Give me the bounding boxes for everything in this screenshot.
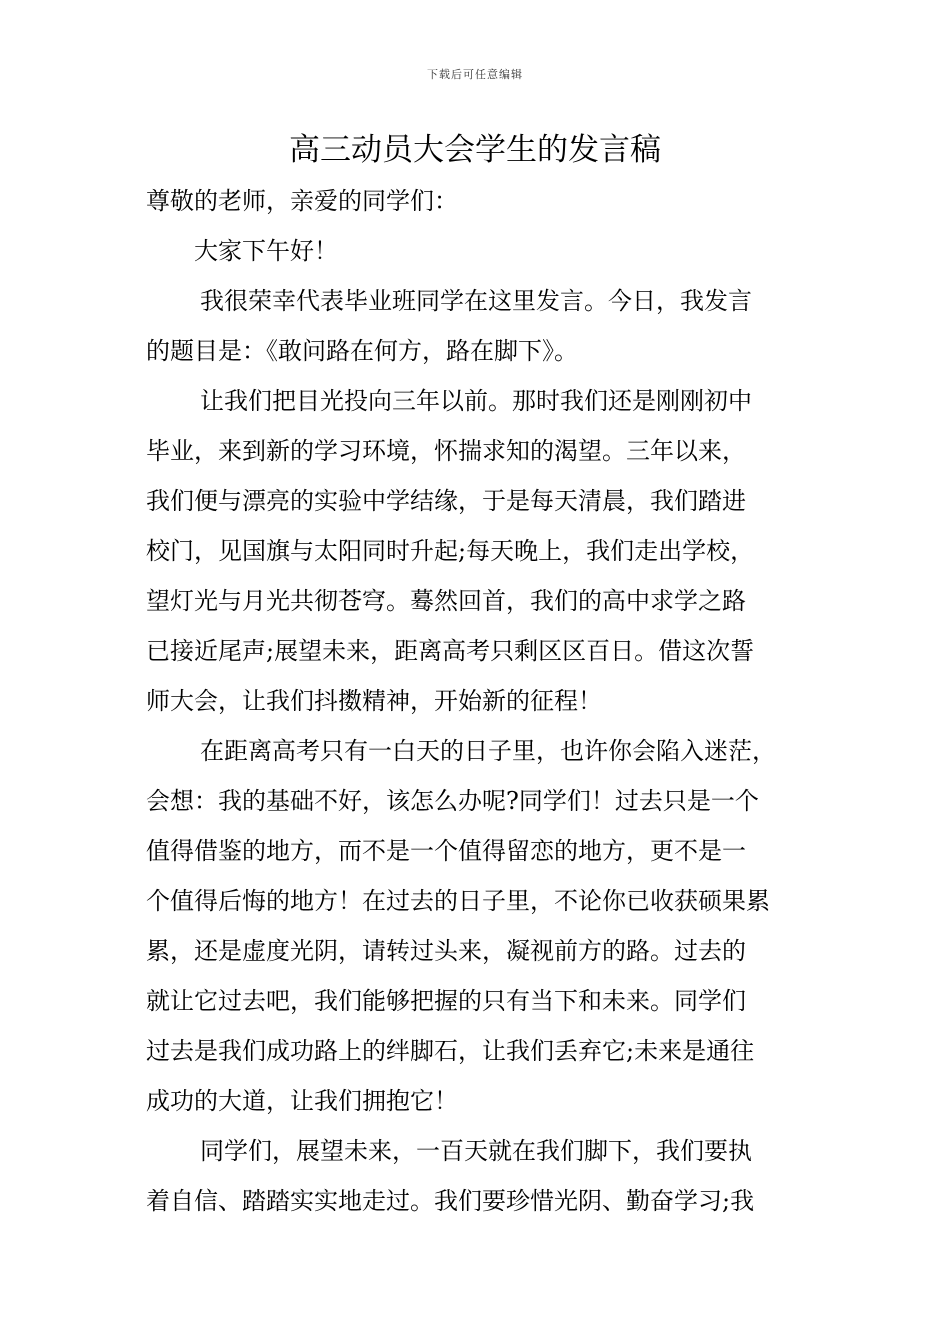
paragraph-line: 我很荣幸代表毕业班同学在这里发言。今日，我发言 <box>200 287 752 315</box>
paragraph-line: 过去是我们成功路上的绊脚石，让我们丢弃它;未来是通往 <box>146 1037 755 1065</box>
paragraph-line: 望灯光与月光共彻苍穹。蓦然回首，我们的高中求学之路 <box>146 587 746 615</box>
paragraph-line: 让我们把目光投向三年以前。那时我们还是刚刚初中 <box>200 387 752 415</box>
salutation-line: 尊敬的老师，亲爱的同学们： <box>146 187 458 215</box>
paragraph-line: 我们便与漂亮的实验中学结缘，于是每天清晨，我们踏进 <box>146 487 746 515</box>
paragraph-line: 同学们，展望未来，一百天就在我们脚下，我们要执 <box>200 1137 752 1165</box>
paragraph-line: 着自信、踏踏实实地走过。我们要珍惜光阴、勤奋学习;我 <box>146 1187 755 1215</box>
paragraph-line: 已接近尾声;展望未来，距离高考只剩区区百日。借这次誓 <box>146 637 755 665</box>
paragraph-line: 的题目是：《敢问路在何方，路在脚下》。 <box>146 337 578 365</box>
paragraph-line: 校门，见国旗与太阳同时升起;每天晚上，我们走出学校， <box>146 537 755 565</box>
greeting-line: 大家下午好！ <box>194 237 338 265</box>
header-note: 下载后可任意编辑 <box>427 68 523 81</box>
paragraph-line: 个值得后悔的地方！在过去的日子里，不论你已收获硕果累 <box>146 887 770 915</box>
paragraph-line: 会想：我的基础不好，该怎么办呢?同学们！过去只是一个 <box>146 787 759 815</box>
paragraph-line: 在距离高考只有一白天的日子里，也许你会陷入迷茫， <box>200 737 776 765</box>
paragraph-line: 成功的大道，让我们拥抱它！ <box>146 1087 458 1115</box>
paragraph-line: 师大会，让我们抖擞精神，开始新的征程！ <box>146 687 602 715</box>
document-title: 高三动员大会学生的发言稿 <box>289 132 661 168</box>
paragraph-line: 毕业，来到新的学习环境，怀揣求知的渴望。三年以来， <box>146 437 746 465</box>
document-body <box>146 176 810 1226</box>
paragraph-line: 值得借鉴的地方，而不是一个值得留恋的地方，更不是一 <box>146 837 746 865</box>
paragraph-line: 就让它过去吧，我们能够把握的只有当下和未来。同学们 <box>146 987 746 1015</box>
paragraph-line: 累，还是虚度光阴，请转过头来，凝视前方的路。过去的 <box>146 937 746 965</box>
